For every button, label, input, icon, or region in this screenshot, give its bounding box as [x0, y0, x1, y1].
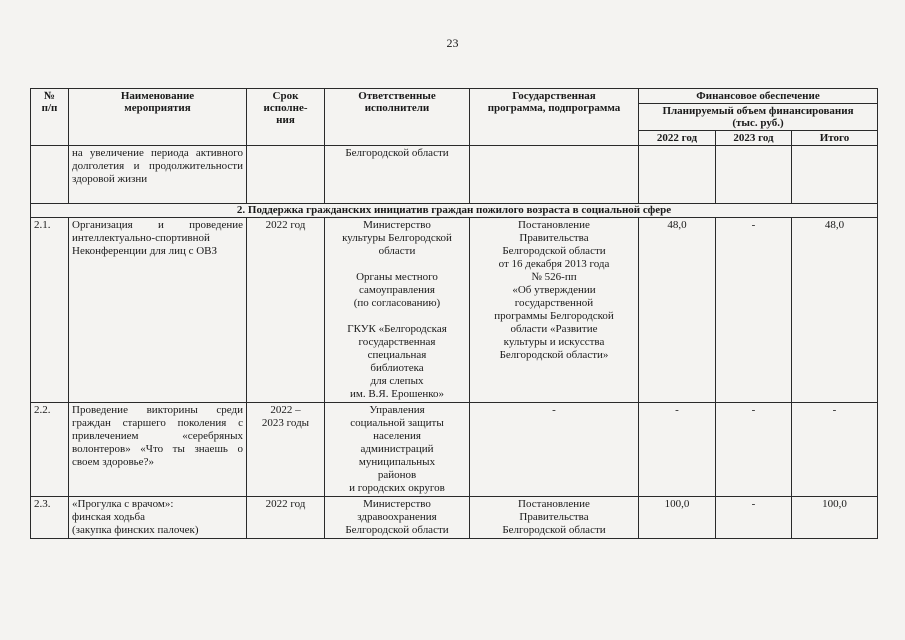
table-row [31, 403, 878, 497]
header-row [31, 89, 878, 104]
header-total: Итого [792, 131, 878, 146]
cell-responsible: Министерство здравоохранения Белгородской области [325, 497, 470, 539]
cell-name: Проведение викторины среди граждан старшего поколения с привлечением «серебряных волонтеров» «Что ты знаешь о своем здоровье?» [69, 403, 247, 497]
cell-term [247, 146, 325, 204]
cell-2023 [716, 146, 792, 204]
header-finance: Финансовое обеспечение [639, 89, 878, 104]
cell-num [31, 146, 69, 204]
cell-2023: - [716, 218, 792, 403]
header-planned: Планируемый объем финансирования (тыс. руб.) [639, 104, 878, 131]
cell-term: 2022 год [247, 497, 325, 539]
cell-program: Постановление Правительства Белгородской области [470, 497, 639, 539]
table-row [31, 218, 878, 403]
cell-name: «Прогулка с врачом»: финская ходьба (закупка финских палочек) [69, 497, 247, 539]
responsible-ministry: Министерство культуры Белгородской области [342, 219, 452, 257]
table-row [31, 497, 878, 539]
cell-term: 2022 – 2023 годы [247, 403, 325, 497]
cell-2022 [639, 146, 716, 204]
header-responsible: Ответственные исполнители [325, 89, 470, 146]
page-number: 23 [446, 36, 459, 50]
cell-2023: - [716, 497, 792, 539]
table-row [31, 146, 878, 204]
cell-program: Постановление Правительства Белгородской области от 16 декабря 2013 года № 526-пп «Об утверждении государственной программы Белгородской области «Развитие культуры и искусства Белгородской области» [470, 218, 639, 403]
cell-program [470, 146, 639, 204]
header-num: № п/п [31, 89, 69, 146]
cell-num: 2.2. [31, 403, 69, 497]
header-name: Наименование мероприятия [69, 89, 247, 146]
cell-2023: - [716, 403, 792, 497]
cell-term: 2022 год [247, 218, 325, 403]
cell-name: на увеличение периода активного долголетия и продолжительности здоровой жизни [69, 146, 247, 204]
cell-2022: - [639, 403, 716, 497]
cell-total [792, 146, 878, 204]
responsible-library: ГКУК «Белгородская государственная специальная библиотека для слепых им. В.Я. Ерошенко» [347, 323, 447, 400]
cell-responsible: Управления социальной защиты населения администраций муниципальных районов и городских округов [325, 403, 470, 497]
cell-num: 2.1. [31, 218, 69, 403]
section-row [31, 204, 878, 218]
cell-2022: 100,0 [639, 497, 716, 539]
cell-total: 48,0 [792, 218, 878, 403]
header-program: Государственная программа, подпрограмма [470, 89, 639, 146]
measures-table [30, 88, 878, 539]
cell-responsible: Белгородской области [325, 146, 470, 204]
cell-total: 100,0 [792, 497, 878, 539]
cell-num: 2.3. [31, 497, 69, 539]
section-title: 2. Поддержка гражданских инициатив граждан пожилого возраста в социальной сфере [31, 204, 878, 218]
cell-name: Организация и проведение интеллектуально-спортивной Неконференции для лиц с ОВЗ [69, 218, 247, 403]
responsible-local-government: Органы местного самоуправления (по согласованию) [353, 271, 441, 309]
cell-responsible [325, 218, 470, 403]
header-year-2022: 2022 год [639, 131, 716, 146]
header-year-2023: 2023 год [716, 131, 792, 146]
header-term: Срок исполне- ния [247, 89, 325, 146]
cell-program: - [470, 403, 639, 497]
cell-2022: 48,0 [639, 218, 716, 403]
cell-total: - [792, 403, 878, 497]
